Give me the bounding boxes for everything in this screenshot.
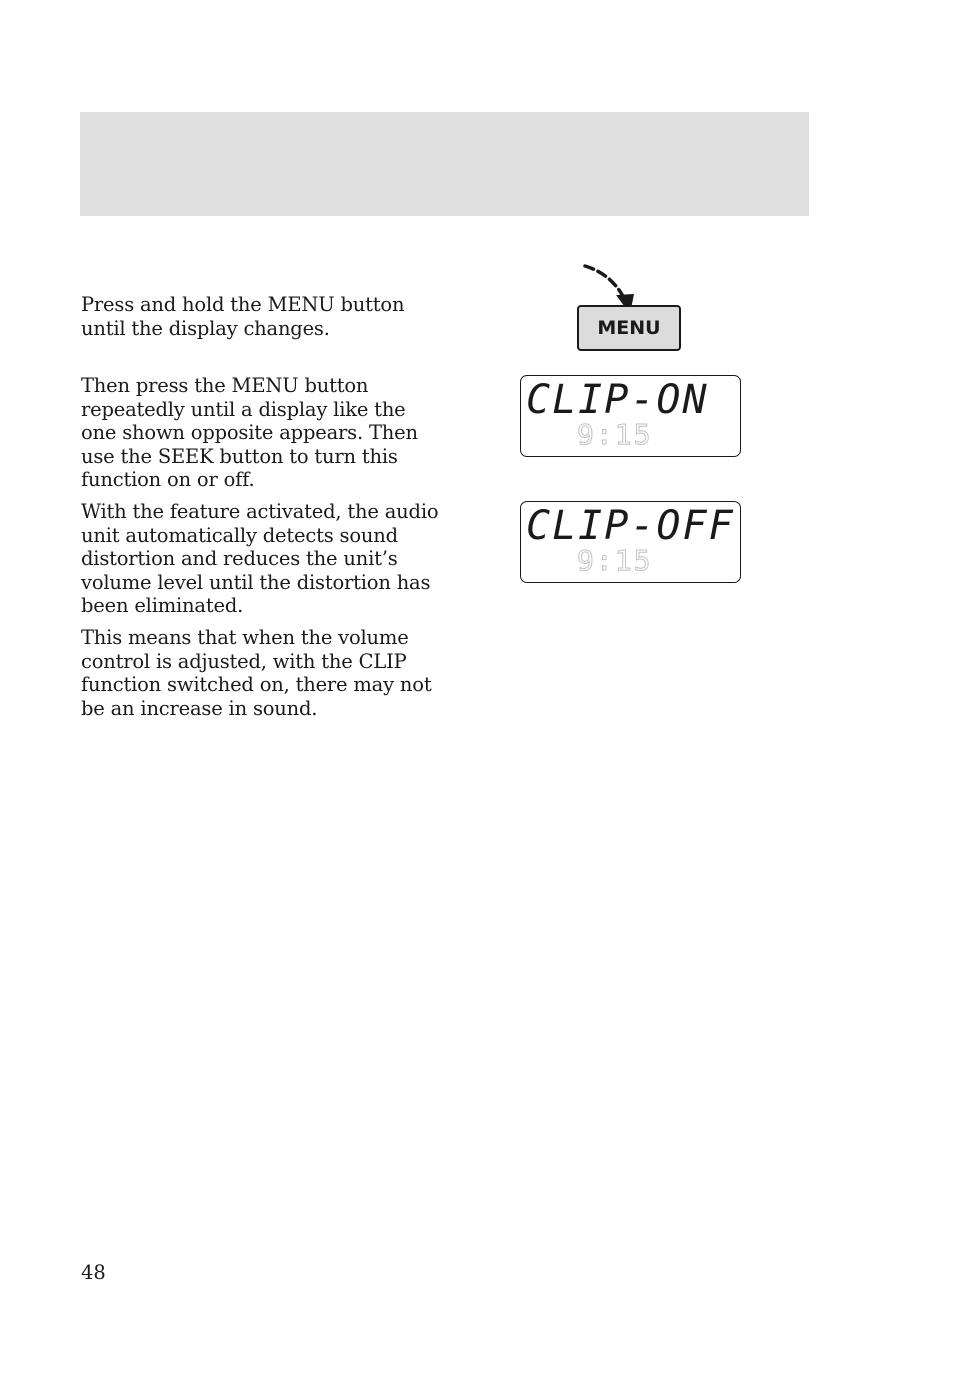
paragraph-feature-activated xyxy=(81,500,441,618)
menu-button: MENU xyxy=(577,305,681,351)
header-band xyxy=(80,112,809,216)
display-main-text: CLIP-OFF xyxy=(526,503,735,549)
paragraph-press-repeatedly xyxy=(81,374,441,492)
paragraph-text: This means that when the volume control is adjusted, with the CLIP function switched on, there may not be an increase in sound. xyxy=(81,626,432,720)
paragraph-text: Then press the MENU button repeatedly until a display like the one shown opposite appears. Then use the SEEK button to turn this function on or off. xyxy=(81,374,418,491)
display-time-text: 9:15 xyxy=(577,418,653,451)
page-number: 48 xyxy=(81,1261,106,1284)
paragraph-text: Press and hold the MENU button until the display changes. xyxy=(81,293,405,340)
menu-button-illustration xyxy=(570,260,694,360)
paragraph-text: With the feature activated, the audio unit automatically detects sound distortion and reduces the unit’s volume level until the distortion has been eliminated. xyxy=(81,500,439,617)
paragraph-press-hold xyxy=(81,293,441,340)
display-clip-off xyxy=(520,501,741,583)
display-main-text: CLIP-ON xyxy=(526,377,709,423)
display-time-text: 9:15 xyxy=(577,544,653,577)
display-clip-on xyxy=(520,375,741,457)
paragraph-volume-note xyxy=(81,626,441,720)
